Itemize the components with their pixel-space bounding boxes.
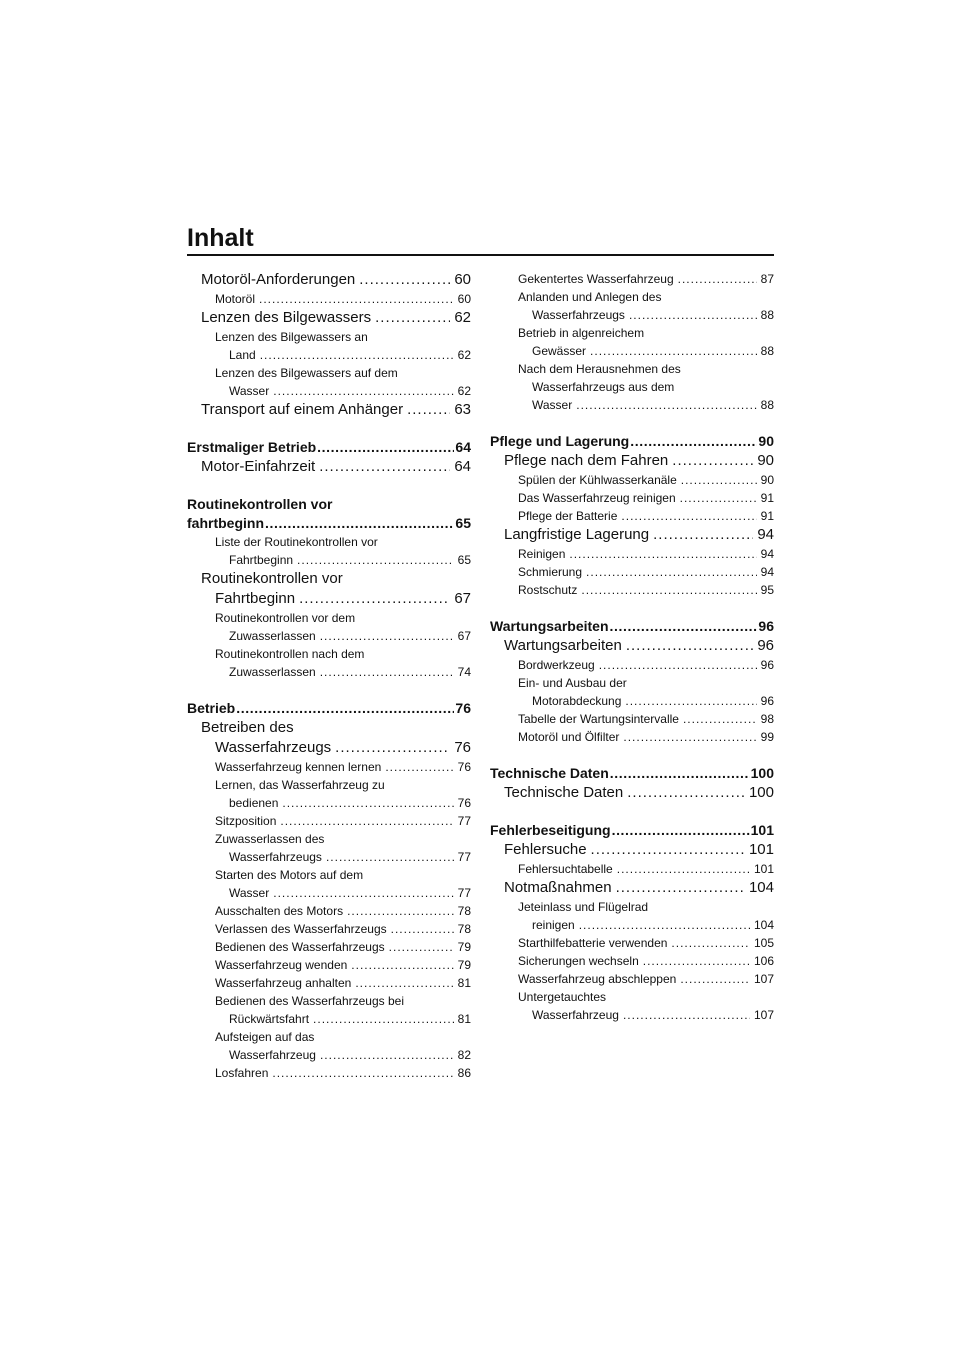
toc-entry-title: Tabelle der Wartungsintervalle <box>518 712 679 726</box>
toc-entry[interactable] <box>187 290 471 308</box>
page-title: Inhalt <box>187 224 254 252</box>
toc-page-number: 76 <box>457 760 471 774</box>
toc-entry[interactable] <box>490 970 774 988</box>
toc-page-number: 65 <box>455 515 471 531</box>
toc-entry[interactable] <box>490 934 774 952</box>
toc-entry-title: Betrieb <box>187 700 236 716</box>
dot-leader <box>616 878 745 898</box>
dot-leader <box>351 956 453 974</box>
dot-leader <box>623 1006 750 1024</box>
toc-entry-title: Betrieb in algenreichem <box>518 326 645 340</box>
dot-leader <box>265 514 454 533</box>
toc-entry[interactable] <box>490 878 774 898</box>
toc-entry-title: Routinekontrollen vor <box>201 570 343 587</box>
toc-page-number: 94 <box>757 526 774 543</box>
toc-entry-title: Motor-Einfahrzeit <box>201 458 316 475</box>
toc-entry[interactable] <box>187 938 471 956</box>
toc-entry-title: Wartungsarbeiten <box>504 637 622 654</box>
dot-leader <box>326 848 454 866</box>
toc-page-number: 82 <box>457 1048 471 1062</box>
toc-entry[interactable] <box>490 988 774 1024</box>
dot-leader <box>653 525 753 545</box>
dot-leader <box>320 663 454 681</box>
toc-page-number: 62 <box>454 309 471 326</box>
toc-entry[interactable] <box>187 328 471 364</box>
toc-entry[interactable] <box>490 728 774 746</box>
toc-entry[interactable] <box>187 1064 471 1082</box>
toc-page-number: 95 <box>760 583 774 597</box>
dot-leader <box>260 346 454 364</box>
toc-entry-title: Wasserfahrzeugs <box>215 739 332 756</box>
toc-entry[interactable] <box>490 674 774 710</box>
toc-entry[interactable] <box>490 563 774 581</box>
toc-entry-title: Technische Daten <box>490 765 609 781</box>
toc-entry-title: Motoröl-Anforderungen <box>201 271 356 288</box>
toc-entry-title: Wasserfahrzeugs <box>532 308 625 322</box>
toc-page-number: 62 <box>457 384 471 398</box>
toc-entry[interactable] <box>187 758 471 776</box>
dot-leader <box>347 902 454 920</box>
dot-leader <box>629 306 757 324</box>
toc-page-number: 94 <box>760 565 774 579</box>
dot-leader <box>319 457 450 477</box>
toc-entry[interactable] <box>490 860 774 878</box>
toc-page-number: 77 <box>457 850 471 864</box>
toc-entry[interactable] <box>490 821 774 840</box>
toc-page-number: 77 <box>457 886 471 900</box>
dot-leader <box>586 563 757 581</box>
toc-entry-title: Das Wasserfahrzeug reinigen <box>518 491 676 505</box>
toc-page-number: 65 <box>457 553 471 567</box>
toc-entry[interactable] <box>187 438 471 457</box>
toc-entry-title: Motorabdeckung <box>532 694 622 708</box>
toc-entry-title: Pflege und Lagerung <box>490 433 630 449</box>
dot-leader <box>683 710 757 728</box>
toc-entry[interactable] <box>490 451 774 471</box>
toc-entry[interactable] <box>187 400 471 420</box>
dot-leader <box>630 432 757 451</box>
toc-entry-title: Wasserfahrzeug abschleppen <box>518 972 677 986</box>
toc-page-number: 101 <box>748 841 774 858</box>
toc-entry-title: Langfristige Lagerung <box>504 526 650 543</box>
toc-page-number: 96 <box>757 637 774 654</box>
dot-leader <box>576 396 756 414</box>
dot-leader <box>590 342 757 360</box>
toc-page-number: 76 <box>457 796 471 810</box>
toc-entry-title: Wasser <box>229 886 270 900</box>
dot-leader <box>672 451 753 471</box>
toc-entry[interactable] <box>490 656 774 674</box>
toc-entry[interactable] <box>187 645 471 681</box>
dot-leader <box>297 551 454 569</box>
toc-entry[interactable] <box>490 288 774 324</box>
toc-entry-title: Rückwärtsfahrt <box>229 1012 310 1026</box>
toc-entry-title: Wasserfahrzeug <box>229 1048 316 1062</box>
dot-leader <box>612 821 750 840</box>
toc-entry-title: Schmierung <box>518 565 583 579</box>
toc-entry-title: Nach dem Herausnehmen des <box>518 362 681 376</box>
toc-entry-title: Gekentertes Wasserfahrzeug <box>518 272 674 286</box>
toc-page-number: 88 <box>760 344 774 358</box>
toc-page-number: 79 <box>457 940 471 954</box>
toc-entry[interactable] <box>187 308 471 328</box>
toc-entry[interactable] <box>187 902 471 920</box>
toc-entry-title: Wasserfahrzeugs aus dem <box>532 380 675 394</box>
toc-page-number: 77 <box>457 814 471 828</box>
toc-page-number: 101 <box>750 822 774 838</box>
toc-entry[interactable] <box>490 545 774 563</box>
toc-page-number: 107 <box>753 972 774 986</box>
toc-entry-title: Anlanden und Anlegen des <box>518 290 662 304</box>
toc-page-number: 96 <box>760 694 774 708</box>
toc-page-number: 67 <box>454 590 471 607</box>
toc-entry[interactable] <box>490 360 774 414</box>
toc-entry-title: Zuwasserlassen <box>229 629 316 643</box>
toc-entry-title: Wasserfahrzeug <box>532 1008 619 1022</box>
toc-page-number: 87 <box>760 272 774 286</box>
dot-leader <box>273 884 453 902</box>
dot-leader <box>355 974 453 992</box>
toc-entry[interactable] <box>187 457 471 477</box>
dot-leader <box>581 581 756 599</box>
toc-page-number: 76 <box>455 700 471 716</box>
toc-page-number: 96 <box>760 658 774 672</box>
toc-page-number: 81 <box>457 976 471 990</box>
dot-leader <box>569 545 756 563</box>
toc-entry[interactable] <box>490 432 774 451</box>
toc-entry-title: Motoröl <box>215 292 256 306</box>
toc-entry[interactable] <box>490 617 774 636</box>
toc-page-number: 91 <box>760 509 774 523</box>
toc-page-number: 94 <box>760 547 774 561</box>
toc-entry[interactable] <box>187 569 471 609</box>
toc-column-left <box>187 270 471 1082</box>
toc-entry[interactable] <box>187 776 471 812</box>
toc-page-number: 107 <box>753 1008 774 1022</box>
toc-page-number: 90 <box>760 473 774 487</box>
toc-page-number: 64 <box>455 439 471 455</box>
dot-leader <box>579 916 750 934</box>
dot-leader <box>617 860 750 878</box>
toc-page-number: 81 <box>457 1012 471 1026</box>
toc-entry-title: Notmaßnahmen <box>504 879 612 896</box>
dot-leader <box>680 489 757 507</box>
toc-entry-title: Lenzen des Bilgewassers <box>201 309 372 326</box>
toc-entry-title: Liste der Routinekontrollen vor <box>215 535 378 549</box>
toc-entry[interactable] <box>187 495 471 533</box>
toc-entry-title: Spülen der Kühlwasserkanäle <box>518 473 677 487</box>
toc-entry[interactable] <box>187 866 471 902</box>
toc-entry-title: Wasserfahrzeug anhalten <box>215 976 352 990</box>
toc-page-number: 105 <box>753 936 774 950</box>
toc-entry[interactable] <box>187 699 471 718</box>
toc-entry[interactable] <box>490 507 774 525</box>
toc-entry-title: Losfahren <box>215 1066 269 1080</box>
toc-entry-title: Lenzen des Bilgewassers an <box>215 330 368 344</box>
toc-entry-title: Transport auf einem Anhänger <box>201 401 404 418</box>
toc-entry[interactable] <box>490 636 774 656</box>
toc-entry-title: Betreiben des <box>201 719 294 736</box>
toc-entry[interactable] <box>187 533 471 569</box>
toc-entry-title: Starten des Motors auf dem <box>215 868 364 882</box>
toc-entry-title: Wasserfahrzeug wenden <box>215 958 348 972</box>
toc-page-number: 62 <box>457 348 471 362</box>
toc-entry-title: Untergetauchtes <box>518 990 607 1004</box>
toc-page-number: 91 <box>760 491 774 505</box>
toc-entry-title: Fahrtbeginn <box>229 553 294 567</box>
toc-entry[interactable] <box>187 812 471 830</box>
toc-entry[interactable] <box>490 710 774 728</box>
toc-page-number: 90 <box>758 433 774 449</box>
dot-leader <box>299 589 450 609</box>
toc-entry-title: Routinekontrollen vor dem <box>215 611 356 625</box>
toc-entry-title: Motoröl und Ölfilter <box>518 730 620 744</box>
toc-entry-title: Lenzen des Bilgewassers auf dem <box>215 366 398 380</box>
dot-leader <box>313 1010 454 1028</box>
dot-leader <box>259 290 454 308</box>
toc-page-number: 101 <box>753 862 774 876</box>
toc-entry[interactable] <box>490 525 774 545</box>
dot-leader <box>621 507 756 525</box>
dot-leader <box>681 471 757 489</box>
dot-leader <box>680 970 750 988</box>
dot-leader <box>335 738 450 758</box>
toc-entry-title: bedienen <box>229 796 279 810</box>
toc-entry[interactable] <box>490 324 774 360</box>
toc-entry[interactable] <box>187 364 471 400</box>
dot-leader <box>627 783 745 803</box>
toc-entry-title: Bedienen des Wasserfahrzeugs <box>215 940 385 954</box>
toc-entry-title: reinigen <box>532 918 575 932</box>
toc-entry-title: Jeteinlass und Flügelrad <box>518 900 649 914</box>
toc-entry-title: Gewässer <box>532 344 587 358</box>
dot-leader <box>610 617 758 636</box>
toc-page-number: 86 <box>457 1066 471 1080</box>
toc-entry-title: Zuwasserlassen des <box>215 832 325 846</box>
dot-leader <box>375 308 450 328</box>
toc-entry[interactable] <box>490 783 774 803</box>
dot-leader <box>385 758 453 776</box>
toc-entry-title: Wasserfahrzeug kennen lernen <box>215 760 382 774</box>
dot-leader <box>407 400 450 420</box>
toc-entry-title: Fehlerbeseitigung <box>490 822 611 838</box>
toc-page-number: 106 <box>753 954 774 968</box>
toc-entry-title: Ausschalten des Motors <box>215 904 344 918</box>
toc-entry-title: Erstmaliger Betrieb <box>187 439 317 455</box>
title-rule <box>187 254 774 256</box>
dot-leader <box>282 794 453 812</box>
dot-leader <box>272 1064 453 1082</box>
toc-entry-title: Rostschutz <box>518 583 578 597</box>
dot-leader <box>671 934 750 952</box>
toc-entry[interactable] <box>187 920 471 938</box>
toc-entry[interactable] <box>187 992 471 1028</box>
toc-page-number: 90 <box>757 452 774 469</box>
toc-entry[interactable] <box>187 609 471 645</box>
toc-page-number: 100 <box>750 765 774 781</box>
toc-page-number: 96 <box>758 618 774 634</box>
toc-entry-title: Ein- und Ausbau der <box>518 676 627 690</box>
toc-page-number: 67 <box>457 629 471 643</box>
dot-leader <box>610 764 750 783</box>
toc-entry[interactable] <box>187 974 471 992</box>
toc-page-number: 88 <box>760 308 774 322</box>
dot-leader <box>389 938 454 956</box>
toc-entry[interactable] <box>490 840 774 860</box>
toc-entry[interactable] <box>490 952 774 970</box>
dot-leader <box>359 270 450 290</box>
toc-page-number: 78 <box>457 922 471 936</box>
toc-entry[interactable] <box>490 270 774 288</box>
dot-leader <box>320 627 454 645</box>
toc-page-number: 63 <box>454 401 471 418</box>
dot-leader <box>236 699 454 718</box>
dot-leader <box>625 692 756 710</box>
toc-entry[interactable] <box>187 270 471 290</box>
toc-entry-title: Wasser <box>532 398 573 412</box>
toc-entry-title: fahrtbeginn <box>187 515 264 531</box>
toc-entry[interactable] <box>490 764 774 783</box>
toc-entry-title: Wasserfahrzeugs <box>229 850 322 864</box>
toc-entry-title: Starthilfebatterie verwenden <box>518 936 668 950</box>
dot-leader <box>626 636 753 656</box>
dot-leader <box>678 270 757 288</box>
toc-page-number: 78 <box>457 904 471 918</box>
toc-page-number: 76 <box>454 739 471 756</box>
toc-entry[interactable] <box>187 718 471 758</box>
toc-entry-title: Verlassen des Wasserfahrzeugs <box>215 922 387 936</box>
toc-entry-title: Fahrtbeginn <box>215 590 296 607</box>
dot-leader <box>591 840 745 860</box>
toc-entry-title: Technische Daten <box>504 784 624 801</box>
toc-entry-title: Fehlersuche <box>504 841 587 858</box>
toc-page-number: 100 <box>748 784 774 801</box>
dot-leader <box>280 812 453 830</box>
toc-entry-title: Bedienen des Wasserfahrzeugs bei <box>215 994 404 1008</box>
toc-entry-title: Wartungsarbeiten <box>490 618 609 634</box>
toc-page-number: 99 <box>760 730 774 744</box>
dot-leader <box>599 656 757 674</box>
dot-leader <box>273 382 453 400</box>
toc-page-number: 88 <box>760 398 774 412</box>
toc-column-right <box>490 270 774 1024</box>
toc-entry-title: Zuwasserlassen <box>229 665 316 679</box>
toc-entry[interactable] <box>187 1028 471 1064</box>
toc-page-number: 60 <box>457 292 471 306</box>
toc-entry[interactable] <box>490 471 774 489</box>
toc-entry-title: Sicherungen wechseln <box>518 954 639 968</box>
toc-page-number: 79 <box>457 958 471 972</box>
dot-leader <box>317 438 454 457</box>
toc-entry-title: Reinigen <box>518 547 566 561</box>
toc-entry-title: Land <box>229 348 256 362</box>
toc-page-number: 74 <box>457 665 471 679</box>
toc-entry-title: Wasser <box>229 384 270 398</box>
dot-leader <box>320 1046 454 1064</box>
toc-page-number: 104 <box>753 918 774 932</box>
toc-entry-title: Pflege nach dem Fahren <box>504 452 669 469</box>
toc-entry-title: Bordwerkzeug <box>518 658 595 672</box>
toc-entry-title: Lernen, das Wasserfahrzeug zu <box>215 778 385 792</box>
toc-page-number: 64 <box>454 458 471 475</box>
toc-entry-title: Routinekontrollen nach dem <box>215 647 365 661</box>
toc-entry[interactable] <box>490 898 774 934</box>
toc-entry[interactable] <box>490 581 774 599</box>
toc-entry-title: Fehlersuchtabelle <box>518 862 613 876</box>
toc-entry[interactable] <box>490 489 774 507</box>
dot-leader <box>623 728 756 746</box>
toc-entry[interactable] <box>187 830 471 866</box>
dot-leader <box>391 920 454 938</box>
toc-page-number: 98 <box>760 712 774 726</box>
toc-entry-title: Sitzposition <box>215 814 277 828</box>
toc-entry[interactable] <box>187 956 471 974</box>
toc-entry-title: Aufsteigen auf das <box>215 1030 315 1044</box>
dot-leader <box>643 952 750 970</box>
toc-page-number: 104 <box>748 879 774 896</box>
toc-entry-title: Pflege der Batterie <box>518 509 618 523</box>
toc-entry-title: Routinekontrollen vor <box>187 496 333 512</box>
toc-page-number: 60 <box>454 271 471 288</box>
